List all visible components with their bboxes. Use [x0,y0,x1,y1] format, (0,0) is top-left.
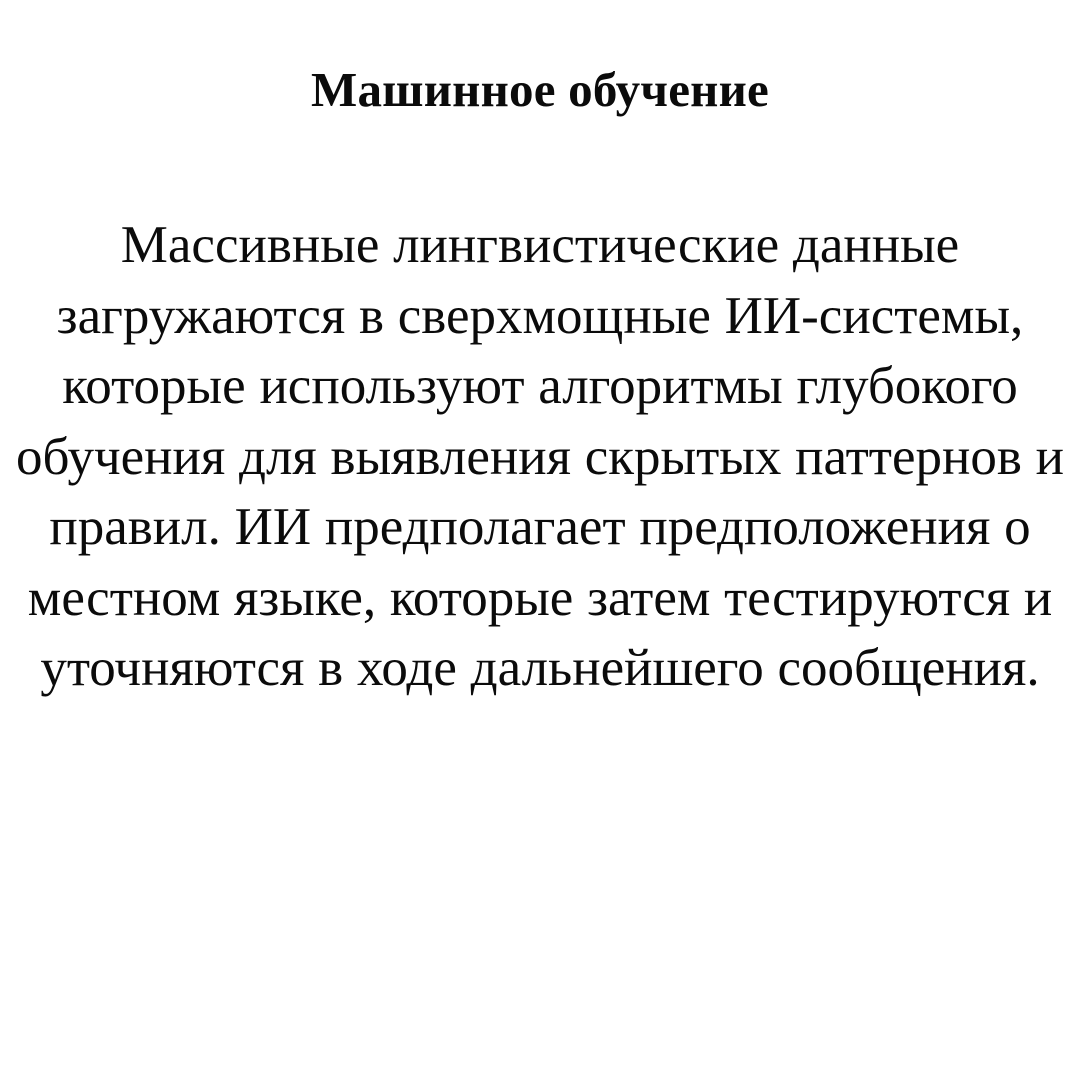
page-title: Машинное обучение [311,62,769,117]
body-paragraph: Массивные лингвистические данные загружаются в сверхмощные ИИ-системы, которые используют алгоритмы глубокого обучения для выявления скрытых паттернов и правил. ИИ предполагает предположения о местном языке, которые затем тестируются и уточняются в ходе дальнейшего сообщения. [16,216,1064,698]
body-text-block [10,210,1070,703]
